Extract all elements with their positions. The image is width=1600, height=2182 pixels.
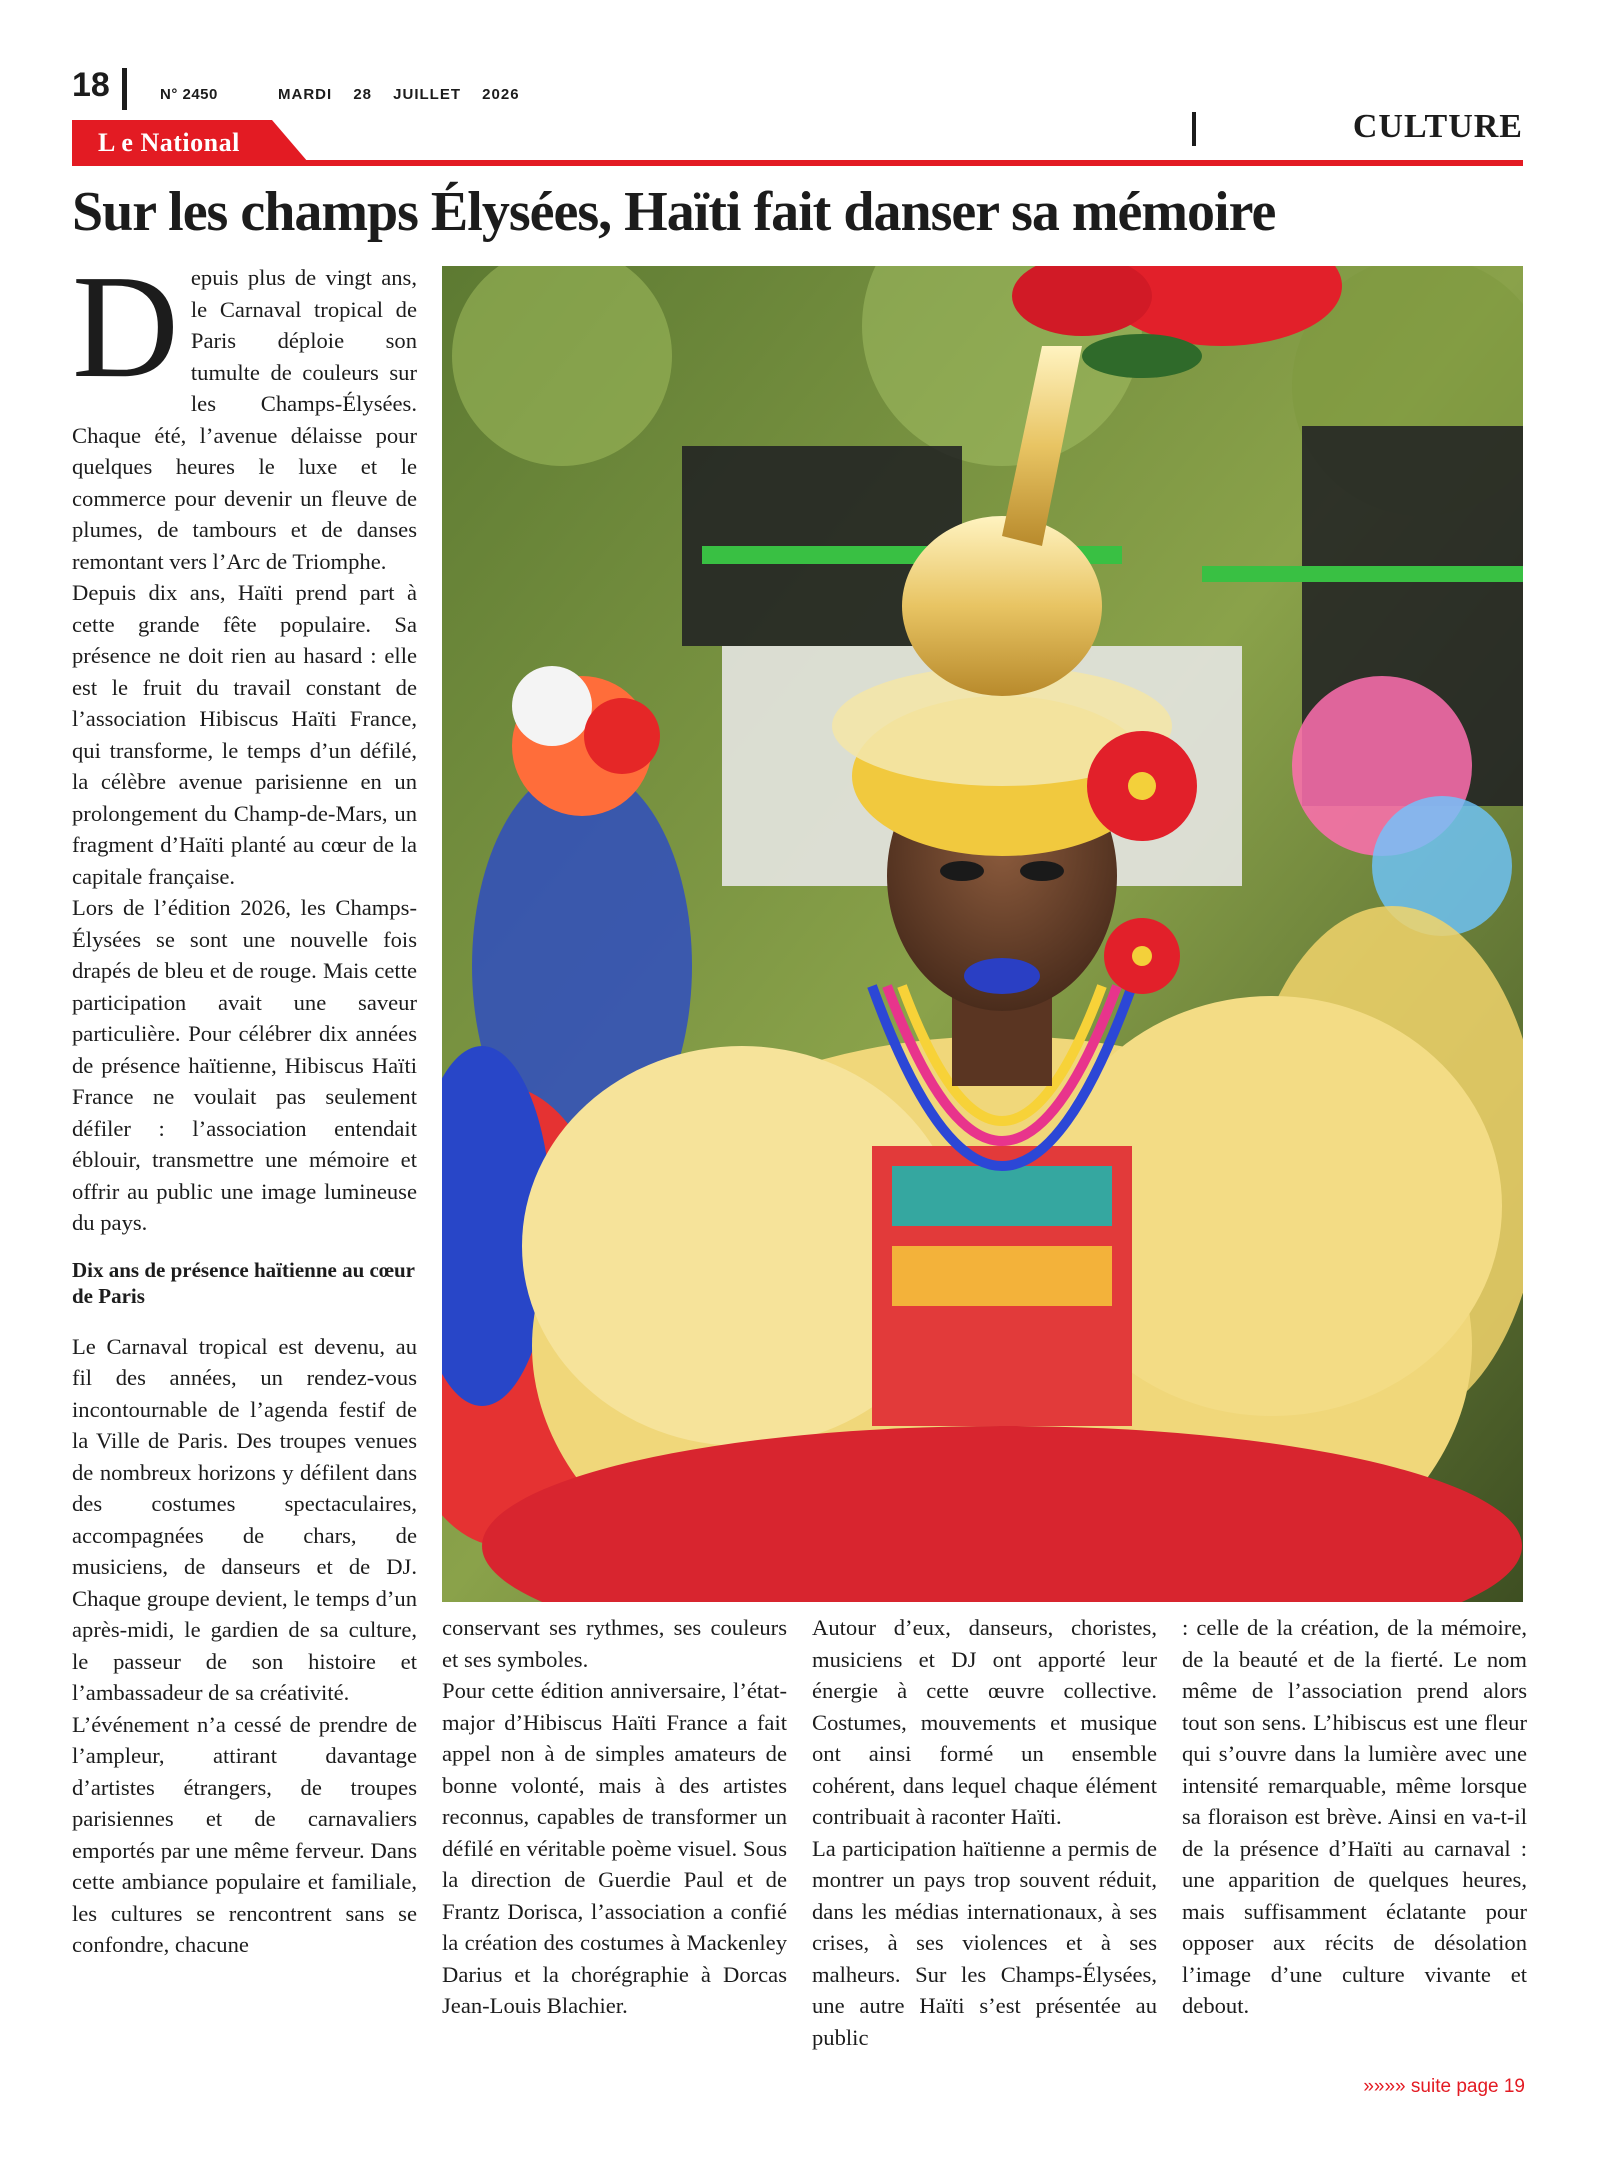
article-column-1 [72,262,417,2082]
page-number: 18 [72,66,110,104]
header-rule [72,160,1523,166]
paragraph-text: epuis plus de vingt ans, le Carnaval tropical de Paris déploie son tumulte de couleurs sur les Champs-Élysées. Chaque été, l’avenue délaisse pour quelques heures le luxe et le commerce pour devenir un fleuve de plumes, de tambours et de danses remontant vers l’Arc de Triomphe. [72,265,417,574]
carnival-photo [442,266,1523,1602]
section-divider [1192,112,1196,146]
article-paragraph: Pour cette édition anniversaire, l’état-major d’Hibiscus Haïti France a fait appel non à de simples amateurs de bonne volonté, mais à des artistes reconnus, capables de transformer un défilé en véritable poème visuel. Sous la direction de Guerdie Paul et de Frantz Dorisca, l’association a confié la création des costumes à Mackenley Darius et la chorégraphie à Dorcas Jean-Louis Blachier. [442,1678,787,2018]
brand-banner [72,120,312,164]
article-paragraph: : celle de la création, de la mémoire, de la beauté et de la fierté. Le nom même de l’association prend alors tout son sens. L’hibiscus est une fleur qui s’ouvre dans la lumière avec une intensité remarquable, même lorsque sa floraison est brève. Ainsi en va-t-il de la présence d’Haïti au carnaval : une apparition de quelques heures, mais suffisamment éclatante pour opposer aux récits de désolation l’image d’une culture vivante et debout. [1182,1615,1527,2018]
article-paragraph: conservant ses rythmes, ses couleurs et ses symboles. [442,1615,787,1672]
article-paragraph: Lors de l’édition 2026, les Champs-Élysées se sont une nouvelle fois drapés de bleu et de rouge. Mais cette participation avait une saveur particulière. Pour célébrer dix années de présence haïtienne, Hibiscus Haïti France ne voulait pas seulement défiler : l’association entendait éblouir, transmettre une mémoire et offrir au public une image lumineuse du pays. [72,895,417,1235]
article-column-4 [1182,1612,1527,2092]
article-paragraph: Le Carnaval tropical est devenu, au fil des années, un rendez-vous incontournable de l’agenda festif de la Ville de Paris. Des troupes venues de nombreux horizons y défilent dans des costumes spectaculaires, accompagnées de chars, de musiciens, de danseurs et de DJ. Chaque groupe devient, le temps d’un après-midi, le gardien de sa culture, le passeur de son histoire et l’ambassadeur de sa créativité. [72,1333,417,1705]
article-paragraph: Autour d’eux, danseurs, choristes, musiciens et DJ ont apporté leur énergie à cette œuvre collective. Costumes, mouvements et musique ont ainsi formé un ensemble cohérent, dans lequel chaque élément contribuait à raconter Haïti. [812,1615,1157,1829]
article-paragraph: L’événement n’a cessé de prendre de l’ampleur, attirant davantage d’artistes étrangers, de troupes parisiennes et de carnavaliers emportés par une même ferveur. Dans cette ambiance populaire et familiale, les cultures se rencontrent sans se confondre, chacune [72,1711,417,1957]
continued-link[interactable]: »»»» suite page 19 [1363,2076,1525,2097]
section-name: CULTURE [1352,108,1523,145]
header-divider [122,68,127,110]
article-column-3 [812,1612,1157,2092]
issue-date: MARDI 28 JUILLET 2026 [278,86,520,103]
carnival-dancer-illustration [442,266,1523,1602]
article-headline: Sur les champs Élysées, Haïti fait danser sa mémoire [72,181,1276,243]
article-paragraph [72,262,417,577]
drop-cap: D [72,262,179,409]
article-paragraph: La participation haïtienne a permis de montrer un pays trop souvent réduit, dans les médias internationaux, à ses crises, à ses violences et à ses malheurs. Sur les Champs-Élysées, une autre Haïti s’est présentée au public [812,1835,1157,2050]
article-subheading: Dix ans de présence haïtienne au cœur de Paris [72,1257,415,1308]
brand-name: L e National [98,128,240,157]
article-paragraph: Depuis dix ans, Haïti prend part à cette grande fête populaire. Sa présence ne doit rien au hasard : elle est le fruit du travail constant de l’association Hibiscus Haïti France, qui transforme, le temps d’un défilé, la célèbre avenue parisienne en un prolongement du Champ-de-Mars, un fragment d’Haïti planté au cœur de la capitale française. [72,580,417,889]
issue-number: N° 2450 [160,86,218,103]
article-column-2 [442,1612,787,2092]
